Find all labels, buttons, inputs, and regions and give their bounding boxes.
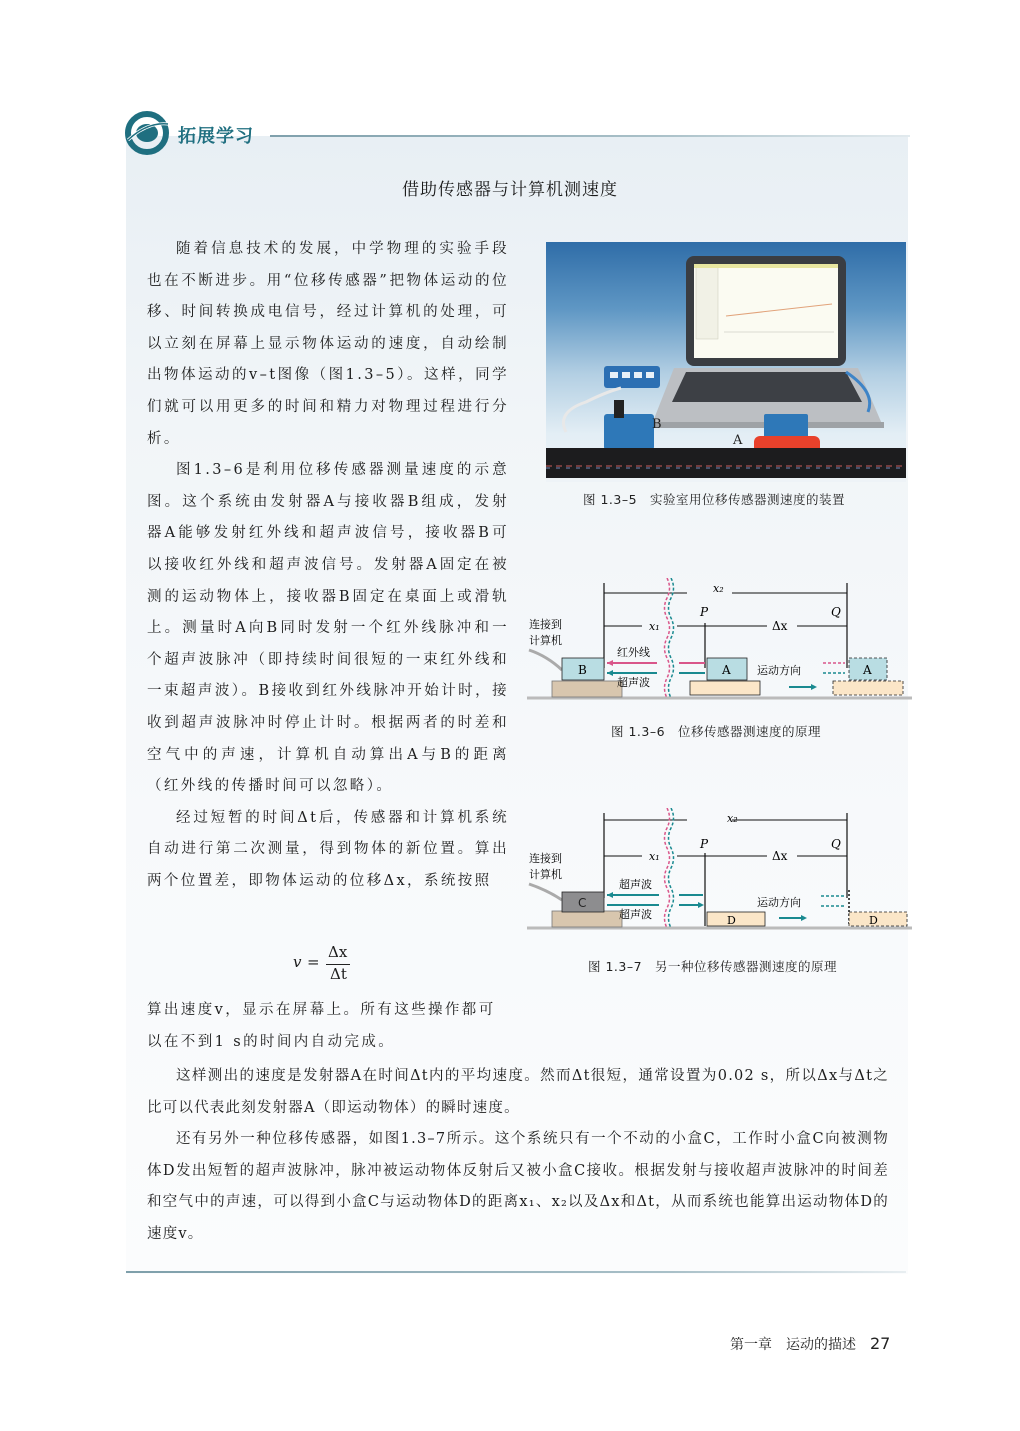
chapter-title: 第一章 运动的描述 xyxy=(730,1337,856,1353)
bottom-rule xyxy=(126,1271,906,1273)
formula-numerator: Δx xyxy=(328,943,348,961)
formula-lhs: v xyxy=(293,953,302,971)
full-width-text xyxy=(147,1061,889,1251)
label-b: B xyxy=(652,417,662,432)
infrared-label: 红外线 xyxy=(617,646,650,659)
left-column-text xyxy=(147,234,509,897)
box-c: C xyxy=(578,896,587,910)
connect-label-2: 计算机 xyxy=(529,868,562,881)
figure-1-3-7-caption: 图 1.3–7 另一种位移传感器测速度的原理 xyxy=(588,959,838,974)
connect-label-1: 连接到 xyxy=(529,852,562,865)
formula-eq: = xyxy=(307,953,320,971)
figure-1-3-5-photo xyxy=(546,242,906,482)
p-label: P xyxy=(700,837,709,851)
section-label: 拓展学习 xyxy=(178,126,254,147)
q-label: Q xyxy=(831,837,841,851)
paragraph-fig136: 图1.3–6是利用位移传感器测量速度的示意图。这个系统由发射器A与接收器B组成，发射器A能够发射红外线和超声波信号，接收器B可以接收红外线和超声波信号。发射器A固定在被测的运动物体上，接收器B固定在桌面上或滑轨上。测量时A向B同时发射一个红外线脉冲和一个超声波脉冲（即持续时间很短的一束红外线和一束超声波）。B接收到红外线脉冲开始计时，接收到超声波脉冲时停止计时。根据两者的时差和空气中的声速，计算机自动算出A与B的距离（红外线的传播时间可以忽略）。 xyxy=(147,462,509,795)
p-label: P xyxy=(700,605,709,619)
paragraph-second-measure: 经过短暂的时间Δt后，传感器和计算机系统自动进行第二次测量，得到物体的新位置。算出两个位置差，即物体运动的位移Δx，系统按照 xyxy=(147,809,509,889)
direction-label: 运动方向 xyxy=(757,664,801,677)
connect-label-1: 连接到 xyxy=(529,618,562,631)
page-number: 27 xyxy=(870,1334,891,1353)
paragraph-intro: 随着信息技术的发展，中学物理的实验手段也在不断进步。用“位移传感器”把物体运动的位移、时间转换成电信号，经过计算机的处理，可以立刻在屏幕上显示物体运动的速度，自动绘制出物体运动的v–t图像（图1.3–5）。这样，同学们就可以用更多的时间和精力对物理过程进行分析。 xyxy=(147,241,509,447)
figure-1-3-6-caption: 图 1.3–6 位移传感器测速度的原理 xyxy=(611,724,822,739)
x2-label: x₂ xyxy=(713,582,724,595)
box-a: A xyxy=(722,663,731,677)
figure-1-3-7-diagram xyxy=(527,808,912,938)
formula-denominator: Δt xyxy=(330,965,347,983)
lab-setup-illustration xyxy=(546,242,906,482)
q-label: Q xyxy=(831,605,841,619)
dx-label: Δx xyxy=(772,849,788,863)
box-a-moved: A xyxy=(863,663,872,677)
x2-label: x₂ xyxy=(727,812,738,825)
page-footer xyxy=(730,1334,890,1354)
cart-d: D xyxy=(727,914,736,927)
page-title: 借助传感器与计算机测速度 xyxy=(402,180,618,200)
dx-label: Δx xyxy=(772,619,788,633)
paragraph-compute-v: 算出速度v，显示在屏幕上。所有这些操作都可以在不到1 s的时间内自动完成。 xyxy=(147,1002,496,1050)
cart-d-moved: D xyxy=(869,914,878,927)
direction-label: 运动方向 xyxy=(757,896,801,909)
figure-1-3-5-caption: 图 1.3–5 实验室用位移传感器测速度的装置 xyxy=(583,492,846,507)
after-formula-text xyxy=(147,995,509,1058)
paragraph-other-sensor: 还有另外一种位移传感器，如图1.3–7所示。这个系统只有一个不动的小盒C，工作时小盒C向被测物体D发出短暂的超声波脉冲，脉冲被运动物体反射后又被小盒C接收。根据发射与接收超声波脉冲的时间差和空气中的声速，可以得到小盒C与运动物体D的距离x₁、x₂以及Δx和Δt，从而系统也能算出运动物体D的速度v。 xyxy=(147,1131,889,1242)
figure-1-3-6-diagram xyxy=(527,578,912,708)
ultrasonic-bottom-label: 超声波 xyxy=(619,908,652,921)
paragraph-average-speed: 这样测出的速度是发射器A在时间Δt内的平均速度。然而Δt很短，通常设置为0.02 s，所以Δx与Δt之比可以代表此刻发射器A（即运动物体）的瞬时速度。 xyxy=(147,1068,889,1116)
velocity-formula xyxy=(293,943,373,983)
ultrasonic-label: 超声波 xyxy=(617,676,650,689)
globe-orbit-icon xyxy=(124,110,170,156)
x1-label: x₁ xyxy=(649,850,660,863)
label-a: A xyxy=(733,433,743,448)
box-b: B xyxy=(578,663,587,677)
x1-label: x₁ xyxy=(649,620,660,633)
connect-label-2: 计算机 xyxy=(529,634,562,647)
ultrasonic-top-label: 超声波 xyxy=(619,878,652,891)
header-rule xyxy=(270,135,910,137)
